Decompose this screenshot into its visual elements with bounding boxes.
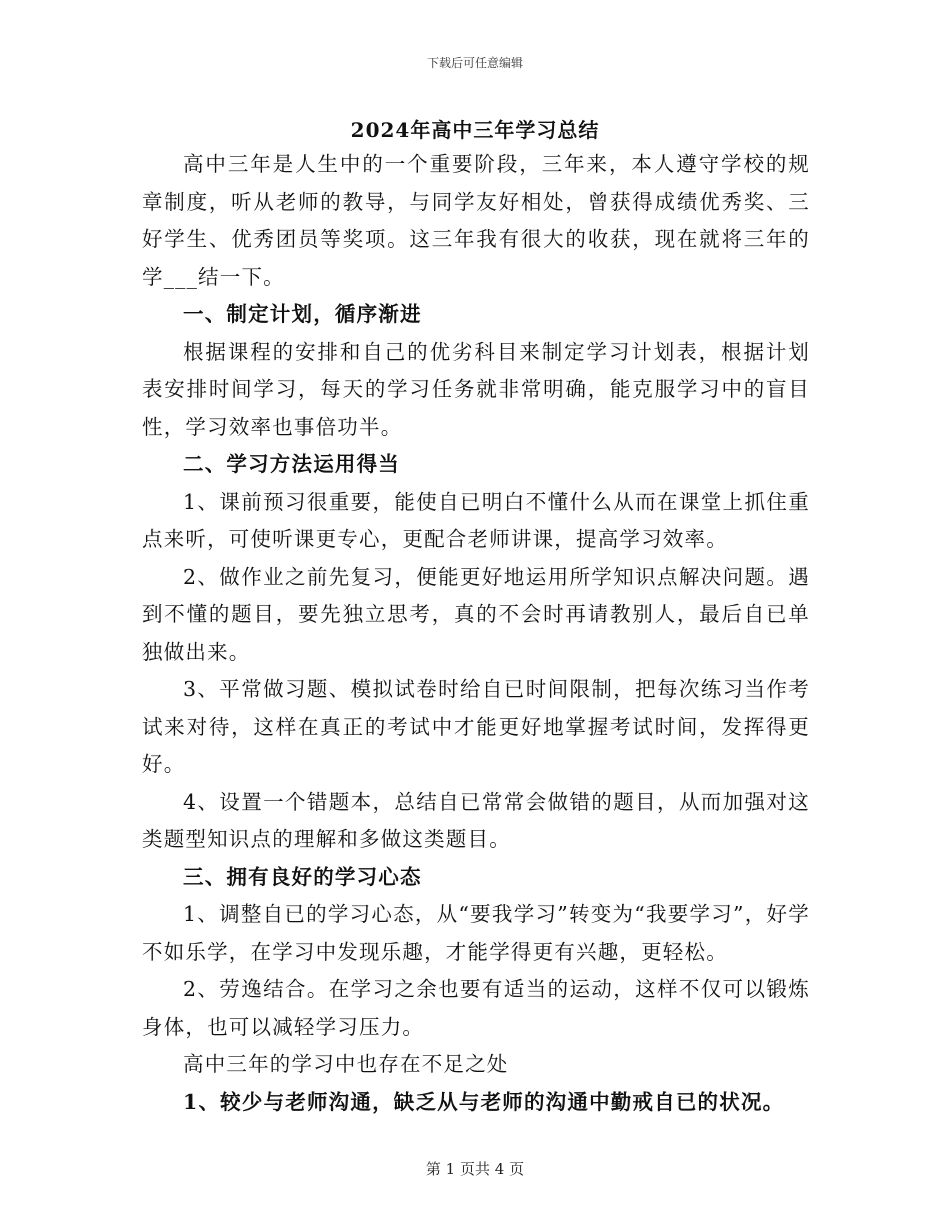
section-heading-mindset: 三、拥有良好的学习心态 [183,864,422,889]
page-footer: 第 1 页共 4 页 [425,1160,525,1178]
document-title: 2024年高中三年学习总结 [350,118,600,142]
paragraph-shortcomings-intro: 高中三年的学习中也存在不足之处 [183,1052,509,1076]
paragraph-plan: 根据课程的安排和自己的优劣科目来制定学习计划表，根据计划表安排时间学习，每天的学习任务就非常明确，能克服学习中的盲目性，学习效率也事倍功半。 [142,339,810,439]
section-heading-plan: 一、制定计划，循序渐进 [183,302,422,326]
document-body [142,146,810,1121]
paragraph-mindset-2: 2、劳逸结合。在学习之余也要有适当的运动，这样不仅可以锻炼身体，也可以减轻学习压力。 [142,977,810,1039]
paragraph-mindset-1: 1、调整自已的学习心态，从“要我学习”转变为“我要学习”，好学不如乐学，在学习中发现乐趣，才能学得更有兴趣，更轻松。 [142,902,810,964]
paragraph-method-1: 1、课前预习很重要，能使自已明白不懂什么从而在课堂上抓住重点来听，可使听课更专心，更配合老师讲课，提高学习效率。 [142,489,810,551]
paragraph-shortcoming-1: 1、较少与老师沟通，缺乏从与老师的沟通中勤戒自已的状况。 [183,1089,785,1114]
section-heading-method: 二、学习方法运用得当 [183,452,400,476]
header-note: 下载后可任意编辑 [426,56,523,70]
paragraph-method-2: 2、做作业之前先复习，便能更好地运用所学知识点解决问题。遇到不懂的题目，要先独立思考，真的不会时再请教别人，最后自已单独做出来。 [142,564,810,664]
paragraph-intro: 高中三年是人生中的一个重要阶段，三年来，本人遵守学校的规章制度，听从老师的教导，与同学友好相处，曾获得成绩优秀奖、三好学生、优秀团员等奖项。这三年我有很大的收获，现在就将三年的学___结一下。 [142,152,810,289]
paragraph-method-3: 3、平常做习题、模拟试卷时给自已时间限制，把每次练习当作考试来对待，这样在真正的考试中才能更好地掌握考试时间，发挥得更好。 [142,677,810,776]
paragraph-method-4: 4、设置一个错题本，总结自已常常会做错的题目，从而加强对这类题型知识点的理解和多做这类题目。 [142,789,810,851]
